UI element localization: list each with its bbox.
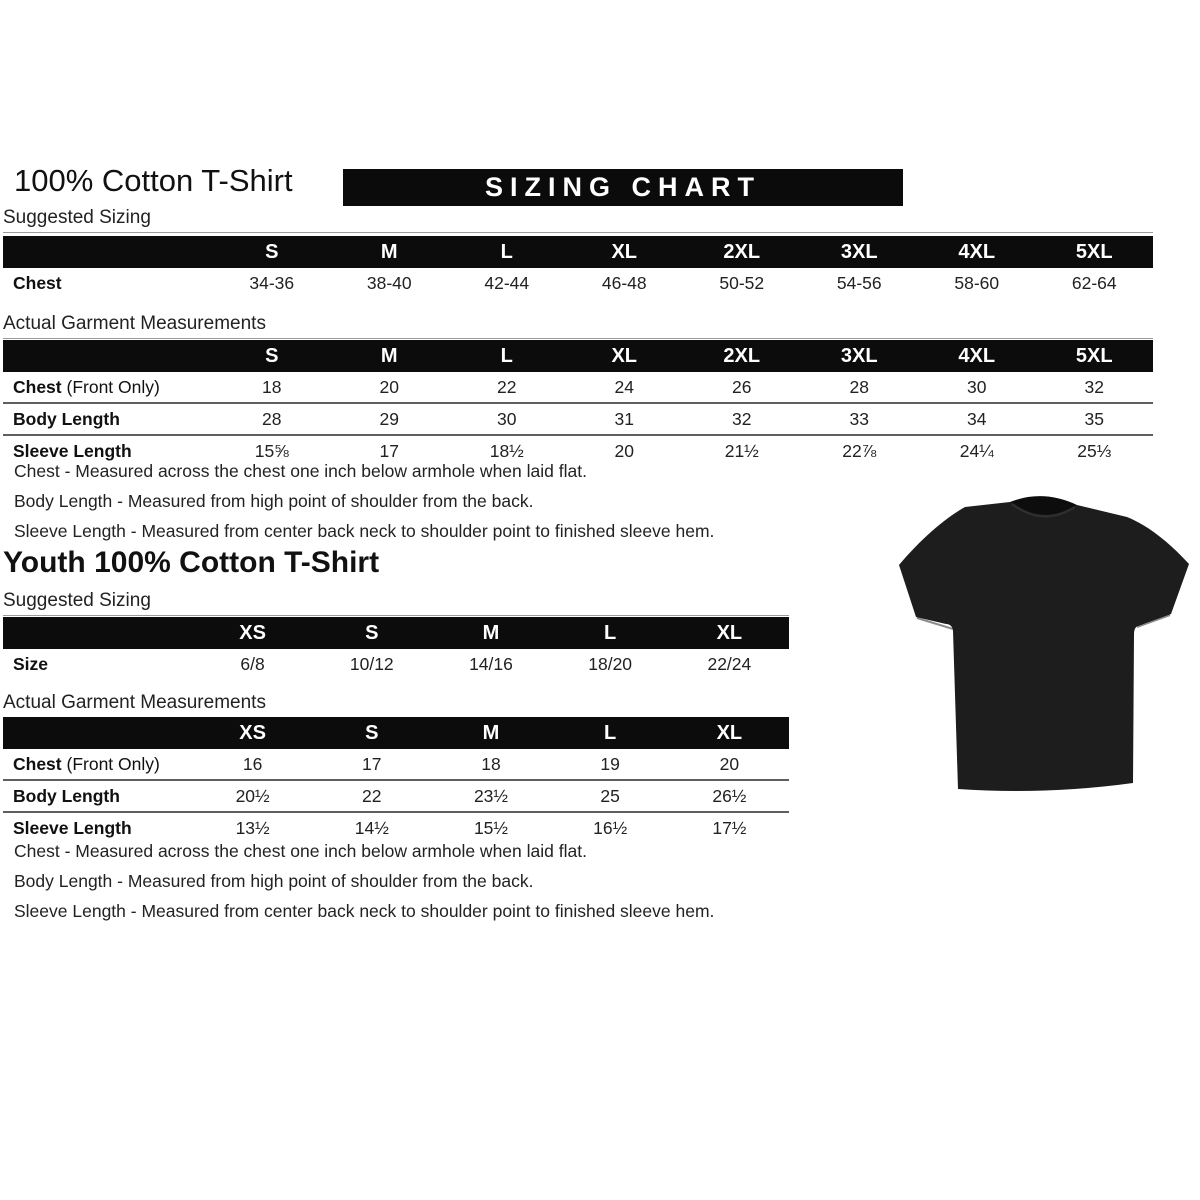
cell: 20 — [379, 376, 399, 397]
cell: 6/8 — [240, 653, 265, 674]
cell: 16 — [242, 753, 263, 774]
adult-actual-measurements-label: Actual Garment Measurements — [3, 313, 1153, 339]
youth-suggested-sizing-label: Suggested Sizing — [3, 590, 789, 616]
row-label: Chest — [13, 272, 62, 293]
header-spacer — [3, 617, 193, 649]
size-column-header: L — [551, 617, 670, 649]
note-line: Chest - Measured across the chest one inch below armhole when laid flat. — [14, 461, 587, 481]
header-row — [3, 236, 1153, 268]
size-column-header: S — [213, 236, 331, 268]
table-row-body-length — [3, 403, 1153, 435]
cell: 22 — [497, 376, 517, 397]
cell: 14/16 — [469, 653, 513, 674]
header-spacer — [3, 717, 193, 749]
size-column-header: 5XL — [1036, 236, 1154, 268]
youth-section-title: Youth 100% Cotton T-Shirt — [3, 546, 380, 579]
header-row — [3, 340, 1153, 372]
cell: 15⅝ — [213, 435, 331, 466]
cell: 22⅞ — [801, 435, 919, 466]
cell: 18/20 — [588, 653, 633, 674]
sizing-chart-banner-text: SIZING CHART — [485, 172, 761, 202]
cell: 33 — [801, 403, 919, 435]
cell: 17 — [331, 435, 449, 466]
table-row-body-length — [3, 780, 789, 812]
cell: 31 — [566, 403, 684, 435]
cell: 15½ — [431, 812, 550, 843]
cell: 24 — [614, 376, 634, 397]
row-label: Body Length — [3, 780, 193, 812]
header-spacer — [3, 236, 213, 268]
size-column-header: 4XL — [918, 236, 1036, 268]
size-column-header: M — [331, 236, 449, 268]
cell: 32 — [683, 403, 801, 435]
size-column-header: L — [448, 236, 566, 268]
table-row-chest — [3, 749, 789, 780]
cell: 18½ — [448, 435, 566, 466]
youth-measurement-notes — [14, 841, 714, 931]
size-column-header: S — [312, 617, 431, 649]
cell: 34 — [918, 403, 1036, 435]
size-column-header: M — [431, 617, 550, 649]
cell: 32 — [1084, 376, 1104, 397]
cell: 46-48 — [601, 272, 647, 293]
cell: 30 — [448, 403, 566, 435]
cell: 20½ — [193, 780, 312, 812]
header-spacer — [3, 340, 213, 372]
table-row — [3, 268, 1153, 298]
cell: 21½ — [683, 435, 801, 466]
cell: 10/12 — [349, 653, 394, 674]
cell: 42-44 — [484, 272, 530, 293]
row-label: Chest (Front Only) — [13, 376, 160, 397]
cell: 20 — [566, 435, 684, 466]
youth-actual-measurements-label: Actual Garment Measurements — [3, 692, 789, 718]
size-column-header: M — [431, 717, 550, 749]
cell: 16½ — [551, 812, 670, 843]
cell: 28 — [213, 403, 331, 435]
adult-measurement-notes — [14, 461, 714, 551]
tshirt-body — [899, 502, 1189, 791]
header-row — [3, 717, 789, 749]
header-row — [3, 617, 789, 649]
cell: 26 — [732, 376, 752, 397]
size-column-header: 4XL — [918, 340, 1036, 372]
cell: 35 — [1036, 403, 1154, 435]
cell: 17½ — [670, 812, 789, 843]
row-label: Sleeve Length — [3, 435, 213, 466]
size-column-header: 5XL — [1036, 340, 1154, 372]
note-line: Sleeve Length - Measured from center back neck to shoulder point to finished sleeve hem. — [14, 521, 715, 541]
size-column-header: S — [213, 340, 331, 372]
note-line: Sleeve Length - Measured from center back neck to shoulder point to finished sleeve hem. — [14, 901, 715, 921]
youth-suggested-sizing-table — [3, 617, 789, 679]
size-column-header: XS — [193, 717, 312, 749]
adult-suggested-sizing-table — [3, 236, 1153, 298]
cell: 25⅓ — [1036, 435, 1154, 466]
size-column-header: L — [448, 340, 566, 372]
size-column-header: M — [331, 340, 449, 372]
table-row-size — [3, 649, 789, 679]
cell: 20 — [719, 753, 740, 774]
cell: 18 — [481, 753, 501, 774]
row-label: Chest (Front Only) — [13, 753, 160, 774]
size-column-header: XL — [566, 340, 684, 372]
cell: 23½ — [431, 780, 550, 812]
row-label: Size — [13, 653, 49, 674]
cell: 28 — [849, 376, 869, 397]
table-row-chest — [3, 372, 1153, 403]
youth-actual-measurements-table — [3, 717, 789, 843]
cell: 17 — [362, 753, 382, 774]
size-column-header: S — [312, 717, 431, 749]
cell: 13½ — [193, 812, 312, 843]
page-title: 100% Cotton T-Shirt — [14, 163, 293, 198]
cell: 14½ — [312, 812, 431, 843]
size-column-header: 2XL — [683, 236, 801, 268]
cell: 38-40 — [366, 272, 412, 293]
row-label: Body Length — [3, 403, 213, 435]
cell: 58-60 — [954, 272, 1000, 293]
size-column-header: XL — [670, 717, 789, 749]
cell: 29 — [331, 403, 449, 435]
cell: 62-64 — [1071, 272, 1117, 293]
adult-actual-measurements-table — [3, 340, 1153, 466]
cell: 34-36 — [249, 272, 295, 293]
cell: 26½ — [670, 780, 789, 812]
sizing-chart-banner — [343, 169, 903, 206]
table-row-sleeve-length — [3, 812, 789, 843]
cell: 50-52 — [719, 272, 765, 293]
cell: 24¼ — [918, 435, 1036, 466]
cell: 25 — [551, 780, 670, 812]
size-column-header: L — [551, 717, 670, 749]
size-column-header: 3XL — [801, 340, 919, 372]
cell: 30 — [967, 376, 987, 397]
row-label: Sleeve Length — [3, 812, 193, 843]
black-tshirt-photo — [893, 477, 1198, 807]
cell: 54-56 — [836, 272, 882, 293]
size-column-header: 2XL — [683, 340, 801, 372]
cell: 18 — [262, 376, 282, 397]
cell: 22 — [312, 780, 431, 812]
adult-suggested-sizing-label: Suggested Sizing — [3, 207, 1153, 233]
note-line: Chest - Measured across the chest one inch below armhole when laid flat. — [14, 841, 587, 861]
cell: 19 — [600, 753, 620, 774]
note-line: Body Length - Measured from high point of shoulder from the back. — [14, 491, 534, 511]
cell: 22/24 — [707, 653, 752, 674]
size-column-header: XL — [670, 617, 789, 649]
size-column-header: XL — [566, 236, 684, 268]
size-column-header: 3XL — [801, 236, 919, 268]
size-column-header: XS — [193, 617, 312, 649]
note-line: Body Length - Measured from high point of shoulder from the back. — [14, 871, 534, 891]
